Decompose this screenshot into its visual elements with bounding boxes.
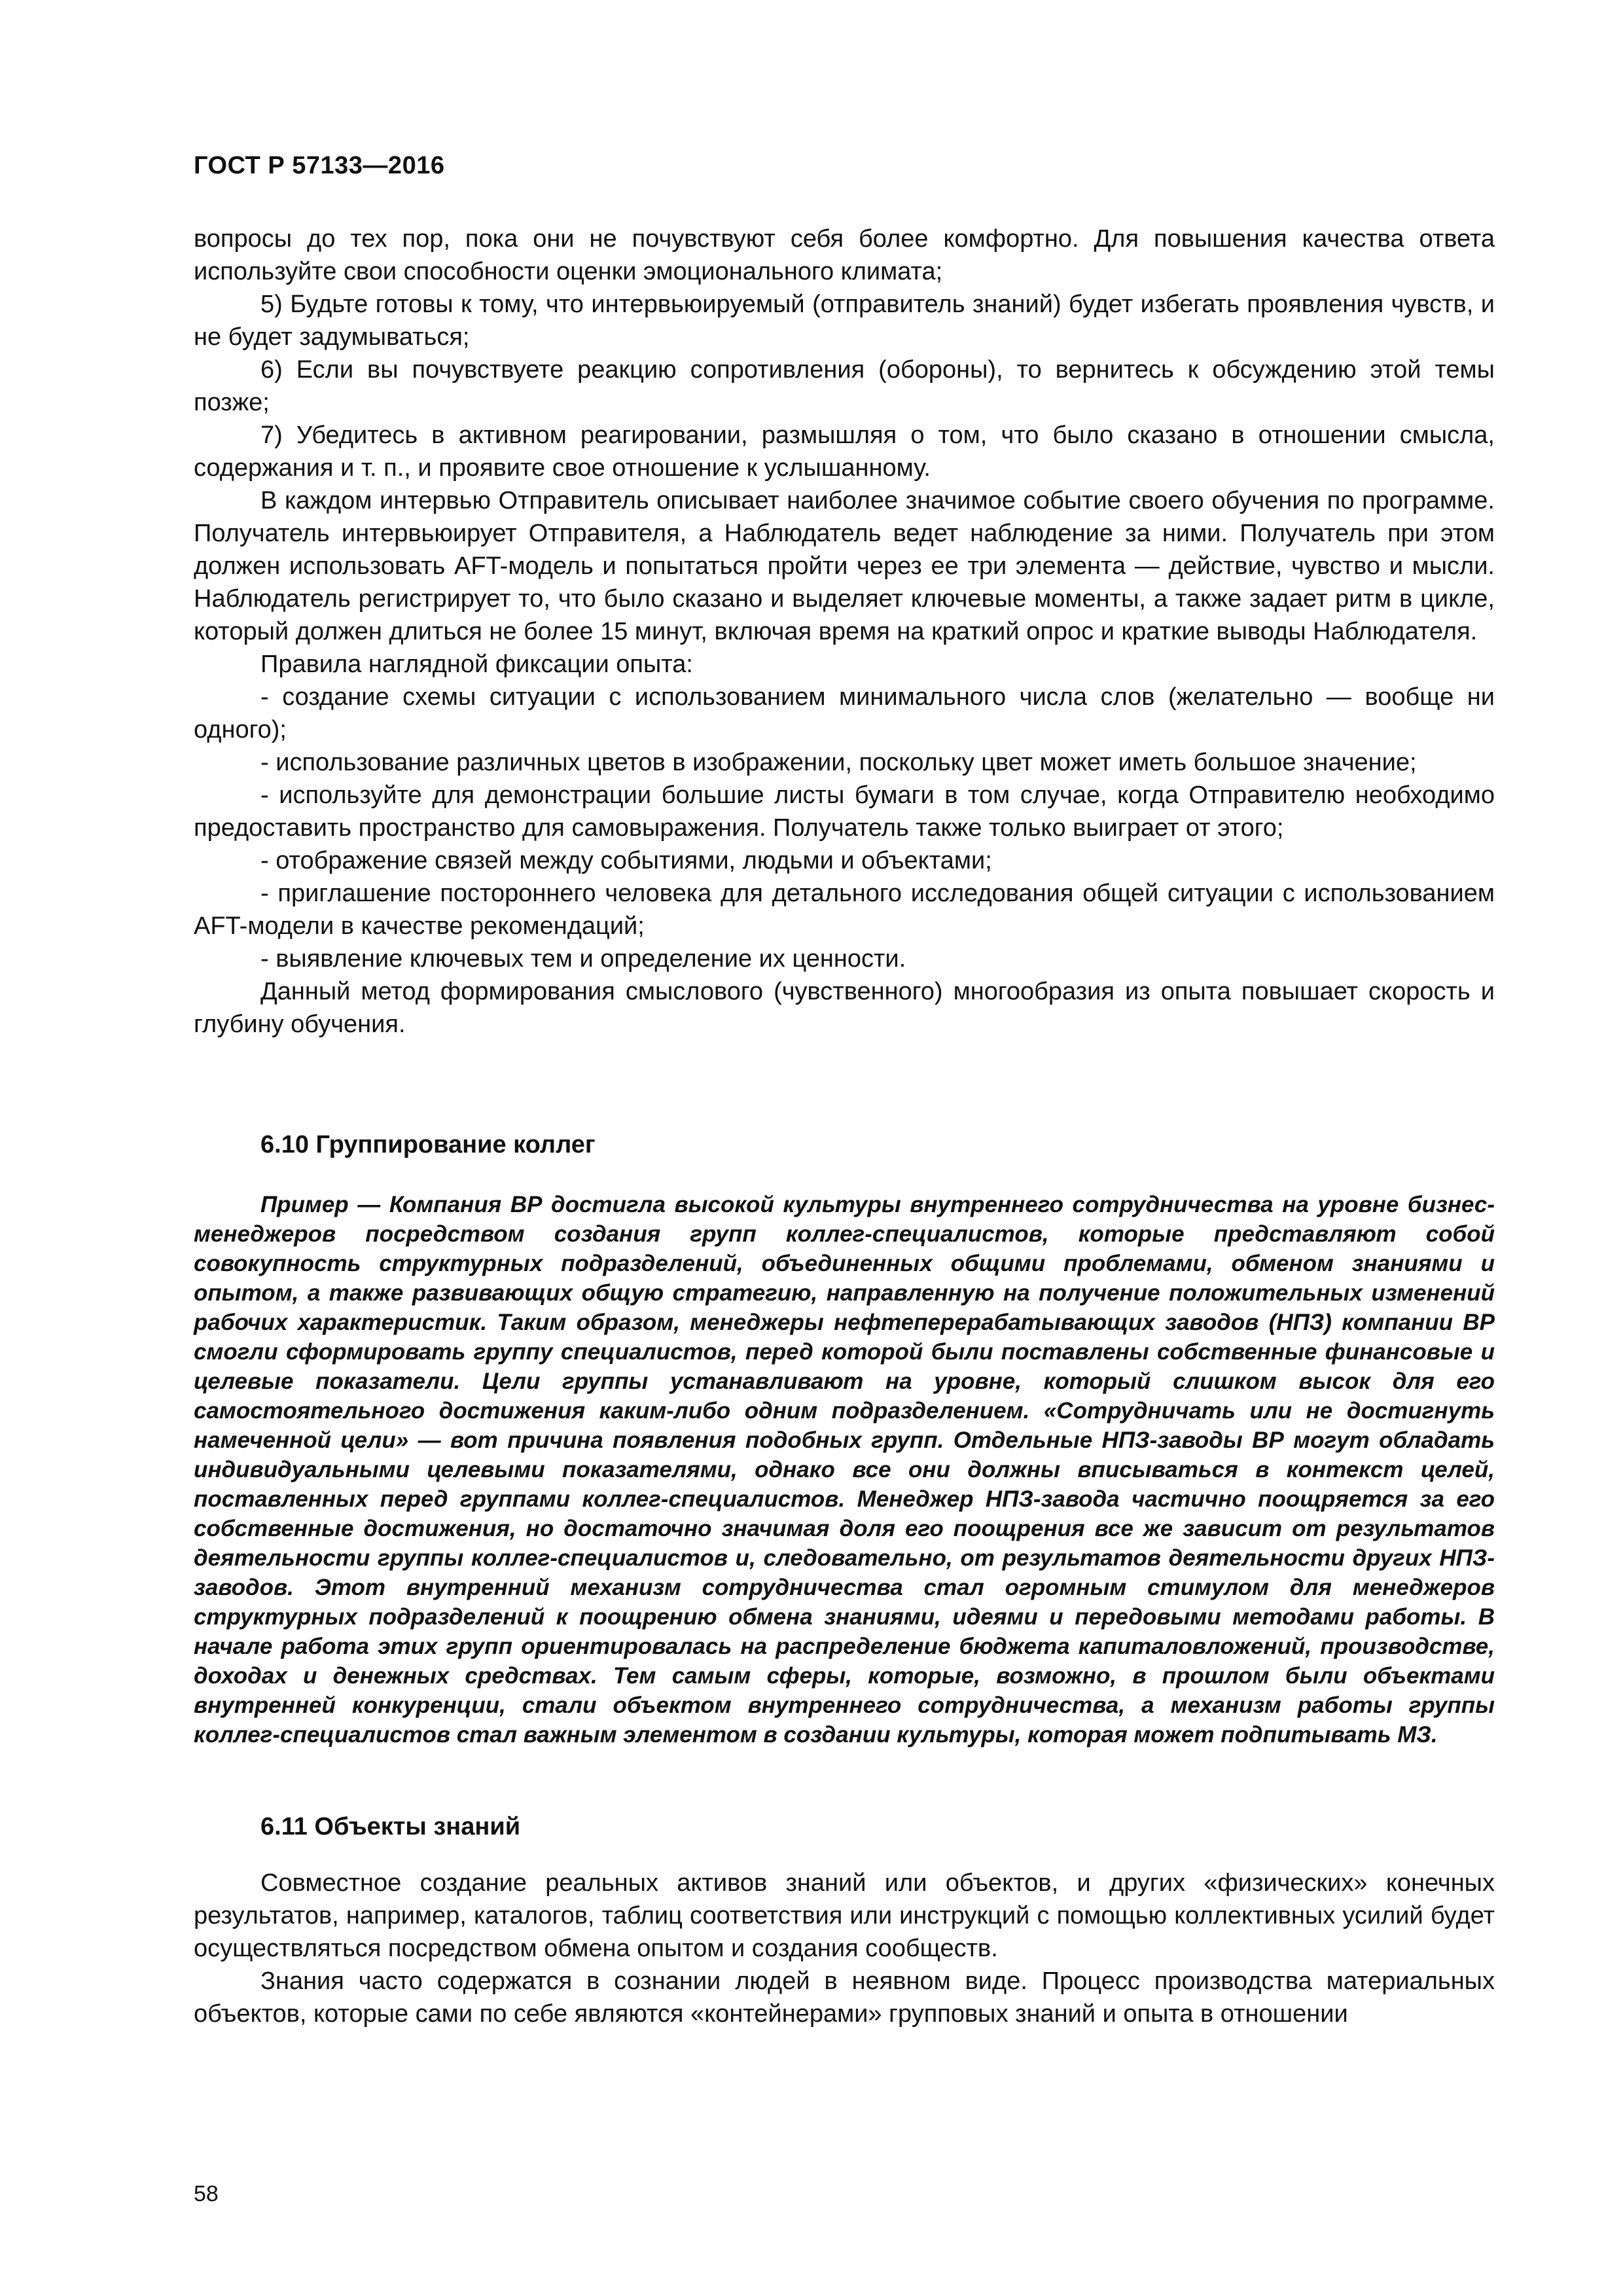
paragraph-interview: В каждом интервью Отправитель описывает наиболее значимое событие своего обучения по программе. Получатель интервьюирует Отправителя, а Наблюдатель ведет наблюдение за ними. Получатель при этом должен использовать AFT-модель и попытаться пройти через ее три элемента — действие, чувство и мысли. Наблюдатель регистрирует то, что было сказано и выделяет ключевые моменты, а также задает ритм в цикле, который должен длиться не более 15 минут, включая время на краткий опрос и краткие выводы Наблюдателя. <box>194 487 1495 645</box>
paragraph-tacit-knowledge: Знания часто содержатся в сознании людей в неявном виде. Процесс производства материальных объектов, которые сами по себе являются «контейнерами» групповых знаний и опыта в отношении <box>194 1967 1495 2028</box>
rule-item-scheme: - создание схемы ситуации с использованием минимального числа слов (желательно — вообще ни одного); <box>194 683 1495 744</box>
list-item-5: 5) Будьте готовы к тому, что интервьюируемый (отправитель знаний) будет избегать проявления чувств, и не будет задумываться; <box>194 291 1495 351</box>
list-item-7: 7) Убедитесь в активном реагировании, размышляя о том, что было сказано в отношении смысла, содержания и т. п., и проявите свое отношение к услышанному. <box>194 422 1495 482</box>
rule-item-outsider: - приглашение постороннего человека для детального исследования общей ситуации с использованием AFT-модели в качестве рекомендаций; <box>194 880 1495 940</box>
rule-item-themes: - выявление ключевых тем и определение их ценности. <box>260 945 906 973</box>
list-item-6: 6) Если вы почувствуете реакцию сопротивления (обороны), то вернитесь к обсуждению этой темы позже; <box>194 356 1495 416</box>
section-heading-6-11: 6.11 Объекты знаний <box>260 1813 521 1840</box>
section-6-10 <box>194 1128 1495 1161</box>
rule-item-paper: - используйте для демонстрации большие листы бумаги в том случае, когда Отправителю необходимо предоставить пространство для самовыражения. Получатель также только выиграет от этого; <box>194 781 1495 842</box>
page-number: 58 <box>194 2181 219 2206</box>
example-text-bp: Пример — Компания ВР достигла высокой культуры внутреннего сотрудничества на уровне бизнес-менеджеров посредством создания групп коллег-специалистов, которые представляют собой совокупность структурных подразделений, объединенных общими проблемами, обменом знаниями и опытом, а также развивающих общую стратегию, направленную на получение положительных изменений рабочих характеристик. Таким образом, менеджеры нефтеперерабатывающих заводов (НПЗ) компании ВР смогли сформировать группу специалистов, перед которой были поставлены собственные финансовые и целевые показатели. Цели группы устанавливают на уровне, который слишком высок для его самостоятельного достижения каким-либо одним подразделением. «Сотрудничать или не достигнуть намеченной цели» — вот причина появления подобных групп. Отдельные НПЗ-заводы ВР могут обладать индивидуальными целевыми показателями, однако все они должны вписываться в контекст целей, поставленных перед группами коллег-специалистов. Менеджер НПЗ-завода частично поощряется за его собственные достижения, но достаточно значимая доля его поощрения все же зависит от результатов деятельности группы коллег-специалистов и, следовательно, от результатов деятельности других НПЗ-заводов. Этот внутренний механизм сотрудничества стал огромным стимулом для менеджеров структурных подразделений к поощрению обмена знаниями, идеями и передовыми методами работы. В начале работа этих групп ориентировалась на распределение бюджета капиталовложений, производстве, доходах и денежных средствах. Тем самым сферы, которые, возможно, в прошлом были объектами внутренней конкуренции, стали объектом внутреннего сотрудничества, а механизм работы группы коллег-специалистов стал важным элементом в создании культуры, которая может подпитывать МЗ. <box>194 1192 1495 1748</box>
section-6-11 <box>194 1810 1495 1843</box>
paragraph-continuation: вопросы до тех пор, пока они не почувствуют себя более комфортно. Для повышения качества ответа используйте свои способности оценки эмоционального климата; <box>194 225 1495 285</box>
rule-item-colors: - использование различных цветов в изображении, поскольку цвет может иметь большое значение; <box>260 749 1417 776</box>
paragraph-method-summary: Данный метод формирования смыслового (чувственного) многообразия из опыта повышает скорость и глубину обучения. <box>194 978 1495 1038</box>
body-text-top <box>194 223 1495 1041</box>
paragraph-joint-creation: Совместное создание реальных активов знаний или объектов, и других «физических» конечных результатов, например, каталогов, таблиц соответствия или инструкций с помощью коллективных усилий будет осуществляться посредством обмена опытом и создания сообществ. <box>194 1869 1495 1962</box>
rule-item-links: - отображение связей между событиями, людьми и объектами; <box>260 847 992 874</box>
body-text-bottom <box>194 1867 1495 2030</box>
section-heading-6-10: 6.10 Группирование коллег <box>260 1131 596 1158</box>
paragraph-rules-intro: Правила наглядной фиксации опыта: <box>260 651 693 678</box>
document-code-header: ГОСТ Р 57133—2016 <box>194 152 445 179</box>
